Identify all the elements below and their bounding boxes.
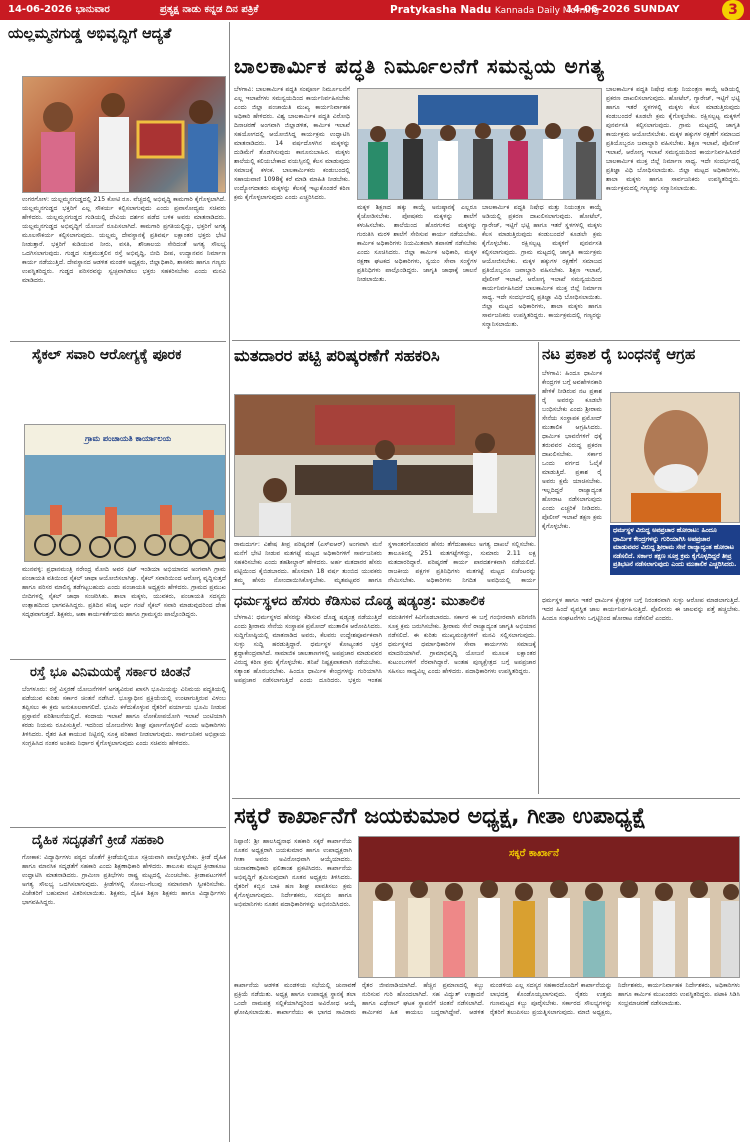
divider bbox=[232, 798, 740, 799]
photo-child-labour bbox=[357, 88, 602, 200]
headline-child-labour: ಬಾಲಕಾರ್ಮಿಕ ಪದ್ಧತಿ ನಿರ್ಮೂಲನೆಗೆ ಸಮನ್ವಯ ಅಗತ್ಯ bbox=[234, 54, 605, 78]
photo-prakash-rai bbox=[610, 392, 740, 523]
photo-sugar-banner: ಸಕ್ಕರೆ ಕಾರ್ಖಾನೆ bbox=[509, 848, 559, 859]
column-divider bbox=[229, 22, 230, 1142]
headline-matadar: ಮತದಾರರ ಪಟ್ಟಿ ಪರಿಷ್ಕರಣೆಗೆ ಸಹಕರಿಸಿ bbox=[234, 346, 440, 365]
headline-sports: ದೈಹಿಕ ಸದೃಢತೆಗೆ ಕ್ರೀಡೆ ಸಹಕಾರಿ bbox=[32, 833, 164, 848]
body-child-labour-right: ಬಾಲಕಾರ್ಮಿಕ ಪದ್ಧತಿ ನಿಷೇಧ ಮತ್ತು ನಿಯಂತ್ರಣ ಕಾಯ್ದೆ ಅಡಿಯಲ್ಲಿ ಪ್ರಕರಣ ದಾಖಲಿಸಲಾಗುವುದು. ಹೋಟೆಲ್, ಗ್ಯಾರೇಜ್, ಇಟ್ಟಿಗೆ ಭಟ್ಟಿ ಹಾಗೂ ಇತರೆ ಸ್ಥಳಗಳಲ್ಲಿ ಮಕ್ಕಳು ಕೆಲಸ ಮಾಡುತ್ತಿರುವುದು ಕಂಡುಬಂದರೆ ಕೂಡಲೇ ಕ್ರಮ ಕೈಗೊಳ್ಳಬೇಕು. ರಕ್ಷಿಸಲ್ಪಟ್ಟ ಮಕ್ಕಳಿಗೆ ಪುನರ್ವಸತಿ ಕಲ್ಪಿಸಲಾಗುವುದು. ಗ್ರಾಮ ಮಟ್ಟದಲ್ಲಿ ಜಾಗೃತಿ ಕಾರ್ಯಕ್ರಮ ಆಯೋಜಿಸಬೇಕು. ಮಕ್ಕಳ ಹಕ್ಕುಗಳ ರಕ್ಷಣೆಗೆ ಸಮಾಜದ ಪ್ರತಿಯೊಬ್ಬರೂ ಜವಾಬ್ದಾರಿ ವಹಿಸಬೇಕು. ಶಿಕ್ಷಣ ಇಲಾಖೆ, ಪೊಲೀಸ್ ಇಲಾಖೆ, ಆರೋಗ್ಯ ಇಲಾಖೆ ಸಮನ್ವಯದಿಂದ ಕಾರ್ಯನಿರ್ವಹಿಸಿದರೆ ಬಾಲಕಾರ್ಮಿಕ ಮುಕ್ತ ಜಿಲ್ಲೆ ನಿರ್ಮಾಣ ಸಾಧ್ಯ. ಇದೇ ಸಂದರ್ಭದಲ್ಲಿ ಪ್ರತಿಜ್ಞಾ ವಿಧಿ ಬೋಧಿಸಲಾಯಿತು. ಜಿಲ್ಲಾ ಮಟ್ಟದ ಅಧಿಕಾರಿಗಳು, ಶಾಲಾ ಮಕ್ಕಳು ಹಾಗೂ ಸಾರ್ವಜನಿಕರು ಉಪಸ್ಥಿತರಿದ್ದರು. ಕಾರ್ಯಕ್ರಮದಲ್ಲಿ ಗಣ್ಯರನ್ನು ಸನ್ಮಾನಿಸಲಾಯಿತು. bbox=[606, 86, 740, 192]
tagline: ಪ್ರತ್ಯಕ್ಷ ನಾಡು ಕನ್ನಡ ದಿನ ಪತ್ರಿಕೆ bbox=[160, 4, 259, 15]
date-left: 14-06-2026 ಭಾನುವಾರ bbox=[8, 4, 110, 15]
divider bbox=[10, 827, 226, 828]
headline-yallammanagudda: ಯಲ್ಲಮ್ಮನಗುಡ್ಡ ಅಭಿವೃದ್ಧಿಗೆ ಆದ್ಯತೆ bbox=[8, 26, 172, 42]
divider bbox=[232, 589, 538, 590]
headline-prakash-rai: ನಟ ಪ್ರಕಾಶ ರೈ ಬಂಧನಕ್ಕೆ ಆಗ್ರಹ bbox=[542, 345, 696, 363]
paper-title-en: Pratykasha Nadu bbox=[390, 4, 492, 16]
body-yallammanagudda: ಉಗರಗೋಳ: ಯಲ್ಲಮ್ಮನಗುಡ್ಡದಲ್ಲಿ 215 ಕೋಟಿ ರೂ. ವೆಚ್ಚದಲ್ಲಿ ಅಭಿವೃದ್ಧಿ ಕಾಮಗಾರಿ ಕೈಗೊಳ್ಳಲಾಗಿದೆ. ಯಲ್ಲಮ್ಮನಗುಡ್ಡದ ಭಕ್ತರಿಗೆ ಎಲ್ಲ ಸೌಕರ್ಯ ಕಲ್ಪಿಸಲಾಗುವುದು ಎಂದು ಪ್ರವಾಸೋದ್ಯಮ ಸಚಿವರು ಹೇಳಿದರು. ಯಲ್ಲಮ್ಮನಗುಡ್ಡದ ಗುಡಿಯಲ್ಲಿ ದೇವಿಯ ದರ್ಶನ ಪಡೆದ ಬಳಿಕ ಅವರು ಮಾತನಾಡಿದರು. ಯಲ್ಲಮ್ಮನಗುಡ್ಡದ ಅಭಿವೃದ್ಧಿಗೆ ಯೋಜನೆ ರೂಪಿಸಲಾಗಿದೆ. ಕಾಮಗಾರಿ ಪ್ರಗತಿಯಲ್ಲಿದ್ದು, ಭಕ್ತರಿಗೆ ಅಗತ್ಯ ಮೂಲಸೌಕರ್ಯ ಕಲ್ಪಿಸಲಾಗುವುದು. ಯಲ್ಲಮ್ಮ ದೇವಸ್ಥಾನಕ್ಕೆ ಪ್ರತಿವರ್ಷ ಲಕ್ಷಾಂತರ ಭಕ್ತರು ಭೇಟಿ ನೀಡುತ್ತಾರೆ. ಭಕ್ತರಿಗೆ ಕುಡಿಯುವ ನೀರು, ವಸತಿ, ಶೌಚಾಲಯ ಸೇರಿದಂತೆ ಅಗತ್ಯ ಸೌಲಭ್ಯ ಒದಗಿಸಲಾಗುವುದು. ಗುಡ್ಡದ ಸುತ್ತಮುತ್ತಲಿನ ರಸ್ತೆ ಅಭಿವೃದ್ಧಿ, ಬೀದಿ ದೀಪ, ಉದ್ಯಾನವನ ನಿರ್ಮಾಣ ಕಾರ್ಯ ನಡೆಯುತ್ತಿದೆ. ದೇವಸ್ಥಾನದ ಆಡಳಿತ ಮಂಡಳಿ ಅಧ್ಯಕ್ಷರು, ಜಿಲ್ಲಾಧಿಕಾರಿ, ಶಾಸಕರು ಹಾಗೂ ಗಣ್ಯರು ಉಪಸ್ಥಿತರಿದ್ದರು. ಗುಡ್ಡದ ಪರಿಸರವನ್ನು ಸ್ವಚ್ಛವಾಗಿಡಲು ಭಕ್ತರು ಸಹಕರಿಸಬೇಕು ಎಂದು ಮನವಿ ಮಾಡಿದರು. bbox=[22, 196, 226, 284]
photo-sugar-factory bbox=[358, 836, 740, 978]
body-child-labour-mid: ಮಕ್ಕಳ ಶಿಕ್ಷಣದ ಹಕ್ಕು ಕಾಯ್ದೆ ಅನುಷ್ಠಾನಕ್ಕೆ ಎಲ್ಲರೂ ಕೈಜೋಡಿಸಬೇಕು. ಪೋಷಕರು ಮಕ್ಕಳನ್ನು ಶಾಲೆಗೆ ಕಳುಹಿಸಬೇಕು. ಶಾಲೆಯಿಂದ ಹೊರಗುಳಿದ ಮಕ್ಕಳನ್ನು ಗುರುತಿಸಿ ಮರಳಿ ಶಾಲೆಗೆ ಸೇರಿಸುವ ಕಾರ್ಯ ನಡೆಯಬೇಕು. ಕಾರ್ಮಿಕ ಅಧಿಕಾರಿಗಳು ನಿಯಮಿತವಾಗಿ ತಪಾಸಣೆ ನಡೆಸಬೇಕು ಎಂದು ಸೂಚಿಸಿದರು. ಜಿಲ್ಲಾ ಕಾರ್ಮಿಕ ಅಧಿಕಾರಿ, ಮಕ್ಕಳ ರಕ್ಷಣಾ ಘಟಕದ ಅಧಿಕಾರಿಗಳು, ಸ್ವಯಂ ಸೇವಾ ಸಂಸ್ಥೆಗಳ ಪ್ರತಿನಿಧಿಗಳು ಪಾಲ್ಗೊಂಡಿದ್ದರು. ಜಾಗೃತಿ ಜಾಥಾಕ್ಕೆ ಚಾಲನೆ ನೀಡಲಾಯಿತು. bbox=[357, 204, 477, 283]
headline-cycle: ಸೈಕಲ್ ಸವಾರಿ ಆರೋಗ್ಯಕ್ಕೆ ಪೂರಕ bbox=[32, 347, 182, 363]
body-land: ಬೆಂಗಳೂರು: ರಸ್ತೆ ವಿಸ್ತರಣೆ ಯೋಜನೆಗಳಿಗೆ ಅಗತ್ಯವಿರುವ ಖಾಸಗಿ ಭೂಮಿಯನ್ನು ವಿನಿಮಯ ಪದ್ಧತಿಯಲ್ಲಿ ಪಡೆಯುವ ಕುರಿತು ಸರ್ಕಾರ ಚಿಂತನೆ ನಡೆಸಿದೆ. ಭೂಸ್ವಾಧೀನ ಪ್ರಕ್ರಿಯೆಯಲ್ಲಿ ಉಂಟಾಗುತ್ತಿರುವ ವಿಳಂಬ ತಪ್ಪಿಸಲು ಈ ಕ್ರಮ ಅನುಕೂಲವಾಗಲಿದೆ. ಭೂಮಿ ಕಳೆದುಕೊಳ್ಳುವ ರೈತರಿಗೆ ಪರ್ಯಾಯ ಭೂಮಿ ನೀಡುವ ಪ್ರಸ್ತಾವನೆ ಪರಿಶೀಲನೆಯಲ್ಲಿದೆ. ಕಂದಾಯ ಇಲಾಖೆ ಹಾಗೂ ಲೋಕೋಪಯೋಗಿ ಇಲಾಖೆ ಜಂಟಿಯಾಗಿ ಕರಡು ನಿಯಮ ರೂಪಿಸುತ್ತಿವೆ. ಇದರಿಂದ ಯೋಜನೆಗಳು ಶೀಘ್ರ ಪೂರ್ಣಗೊಳ್ಳಲಿವೆ ಎಂದು ಅಧಿಕಾರಿಗಳು ತಿಳಿಸಿದರು. ರೈತರ ಹಿತ ಕಾಯುವ ನಿಟ್ಟಿನಲ್ಲಿ ಸೂಕ್ತ ಪರಿಹಾರ ನೀಡಲಾಗುವುದು. ಸಾರ್ವಜನಿಕರ ಅಭಿಪ್ರಾಯ ಸಂಗ್ರಹಿಸಿದ ನಂತರ ಅಂತಿಮ ನಿರ್ಧಾರ ಕೈಗೊಳ್ಳಲಾಗುವುದು ಎಂದು ಸಚಿವರು ಹೇಳಿದರು. bbox=[22, 686, 226, 747]
headline-sugar-factory: ಸಕ್ಕರೆ ಕಾರ್ಖಾನೆಗೆ ಜಯಕುಮಾರ ಅಧ್ಯಕ್ಷ, ಗೀತಾ ಉಪಾಧ್ಯಕ್ಷೆ bbox=[234, 804, 647, 829]
divider bbox=[232, 340, 740, 341]
body-prakash-rai: ಬೆಳಗಾವಿ: ಹಿಂದೂ ಧಾರ್ಮಿಕ ಕೇಂದ್ರಗಳ ಬಗ್ಗೆ ಅವಹೇಳನಕಾರಿ ಹೇಳಿಕೆ ನೀಡಿರುವ ನಟ ಪ್ರಕಾಶ ರೈ ಅವರನ್ನು ಕೂಡಲೇ ಬಂಧಿಸಬೇಕು ಎಂದು ಶ್ರೀರಾಮ ಸೇನೆಯ ಸಂಸ್ಥಾಪಕ ಪ್ರಮೋದ್ ಮುತಾಲಿಕ ಆಗ್ರಹಿಸಿದರು. ಧಾರ್ಮಿಕ ಭಾವನೆಗಳಿಗೆ ಧಕ್ಕೆ ತರುವವರ ವಿರುದ್ಧ ಪ್ರಕರಣ ದಾಖಲಿಸಬೇಕು. ಸರ್ಕಾರ ಒಂದು ವರ್ಗದ ಓಲೈಕೆ ಮಾಡುತ್ತಿದೆ. ಪ್ರಕಾಶ ರೈ ಅವರು ಕ್ಷಮೆ ಯಾಚಿಸಬೇಕು. ಇಲ್ಲದಿದ್ದರೆ ರಾಜ್ಯಾದ್ಯಂತ ಹೋರಾಟ ನಡೆಸಲಾಗುವುದು ಎಂದು ಎಚ್ಚರಿಕೆ ನೀಡಿದರು. ಪೊಲೀಸ್ ಇಲಾಖೆ ತಕ್ಷಣ ಕ್ರಮ ಕೈಗೊಳ್ಳಬೇಕು. bbox=[542, 370, 602, 530]
column-divider bbox=[538, 342, 539, 794]
photo-yallammanagudda bbox=[22, 76, 226, 193]
headline-dharmasthala: ಧರ್ಮಸ್ಥಳದ ಹೆಸರು ಕೆಡಿಸುವ ದೊಡ್ಡ ಷಡ್ಯಂತ್ರ: ಮುತಾಲಿಕ bbox=[234, 593, 485, 609]
photo-cycle-scene bbox=[25, 425, 226, 562]
body-child-labour-left: ಬೆಳಗಾವಿ: ಬಾಲಕಾರ್ಮಿಕ ಪದ್ಧತಿ ಸಂಪೂರ್ಣ ನಿರ್ಮೂಲನೆಗೆ ಎಲ್ಲ ಇಲಾಖೆಗಳು ಸಮನ್ವಯದಿಂದ ಕಾರ್ಯನಿರ್ವಹಿಸಬೇಕು ಎಂದು ಜಿಲ್ಲಾ ಪಂಚಾಯಿತಿ ಮುಖ್ಯ ಕಾರ್ಯನಿರ್ವಾಹಕ ಅಧಿಕಾರಿ ಹೇಳಿದರು. ವಿಶ್ವ ಬಾಲಕಾರ್ಮಿಕ ಪದ್ಧತಿ ವಿರೋಧಿ ದಿನಾಚರಣೆ ಅಂಗವಾಗಿ ಜಿಲ್ಲಾಡಳಿತ, ಕಾರ್ಮಿಕ ಇಲಾಖೆ ಸಹಯೋಗದಲ್ಲಿ ಆಯೋಜಿಸಿದ್ದ ಕಾರ್ಯಕ್ರಮ ಉದ್ಘಾಟಿಸಿ ಮಾತನಾಡಿದರು. 14 ವರ್ಷದೊಳಗಿನ ಮಕ್ಕಳನ್ನು ದುಡಿಮೆಗೆ ತೊಡಗಿಸುವುದು ಕಾನೂನುಬಾಹಿರ. ಮಕ್ಕಳು ಶಾಲೆಯಲ್ಲಿ ಕಲಿಯಬೇಕಾದ ವಯಸ್ಸಿನಲ್ಲಿ ಕೆಲಸ ಮಾಡುವುದು ಸಮಾಜಕ್ಕೆ ಕಳಂಕ. ಬಾಲಕಾರ್ಮಿಕರು ಕಂಡುಬಂದಲ್ಲಿ ಸಹಾಯವಾಣಿ 1098ಕ್ಕೆ ಕರೆ ಮಾಡಿ ಮಾಹಿತಿ ನೀಡಬೇಕು. ಉದ್ಯೋಗದಾತರು ಮಕ್ಕಳನ್ನು ಕೆಲಸಕ್ಕೆ ಇಟ್ಟುಕೊಂಡರೆ ಕಠಿಣ ಕ್ರಮ ಕೈಗೊಳ್ಳಲಾಗುವುದು ಎಂದು ಎಚ್ಚರಿಸಿದರು. bbox=[234, 86, 350, 201]
masthead-bar bbox=[0, 0, 750, 20]
paper-title-sub: Kannada Daily Morning bbox=[494, 6, 600, 16]
divider bbox=[10, 341, 226, 342]
photo-matadar bbox=[234, 394, 536, 537]
body-sugar-factory-bottom: ಕಾರ್ಖಾನೆಯ ಆಡಳಿತ ಮಂಡಳಿಯ ಸಭೆಯಲ್ಲಿ ಚುನಾವಣೆ ಪ್ರಕ್ರಿಯೆ ನಡೆಯಿತು. ಅಧ್ಯಕ್ಷ ಹಾಗೂ ಉಪಾಧ್ಯಕ್ಷ ಸ್ಥಾನಕ್ಕೆ ತಲಾ ಒಂದೇ ನಾಮಪತ್ರ ಸಲ್ಲಿಕೆಯಾಗಿದ್ದರಿಂದ ಅವಿರೋಧ ಆಯ್ಕೆ ಘೋಷಿಸಲಾಯಿತು. ಕಾರ್ಖಾನೆಯು ಈ ಭಾಗದ ಸಾವಿರಾರು ರೈತರ ಜೀವನಾಡಿಯಾಗಿದೆ. ಹೆಚ್ಚಿನ ಪ್ರಮಾಣದಲ್ಲಿ ಕಬ್ಬು ನುರಿಸುವ ಗುರಿ ಹೊಂದಲಾಗಿದೆ. ಸಹ ವಿದ್ಯುತ್ ಉತ್ಪಾದನೆ ಹಾಗೂ ಎಥೆನಾಲ್ ಘಟಕ ಸ್ಥಾಪನೆಗೆ ಚಿಂತನೆ ನಡೆಸಲಾಗಿದೆ. ಕಾರ್ಮಿಕರ ಹಿತ ಕಾಯಲು ಬದ್ಧರಾಗಿದ್ದೇವೆ. ಆಡಳಿತ ಮಂಡಳಿಯ ಎಲ್ಲ ಸದಸ್ಯರ ಸಹಕಾರದೊಂದಿಗೆ ಕಾರ್ಖಾನೆಯನ್ನು ಲಾಭದತ್ತ ಕೊಂಡೊಯ್ಯಲಾಗುವುದು. ರೈತರು ಉತ್ತಮ ಗುಣಮಟ್ಟದ ಕಬ್ಬು ಪೂರೈಸಬೇಕು. ಸರ್ಕಾರದ ಸೌಲಭ್ಯಗಳನ್ನು ರೈತರಿಗೆ ತಲುಪಿಸಲು ಪ್ರಯತ್ನಿಸಲಾಗುವುದು. ಮಾಜಿ ಅಧ್ಯಕ್ಷರು, ನಿರ್ದೇಶಕರು, ಕಾರ್ಯನಿರ್ವಾಹಕ ನಿರ್ದೇಶಕರು, ಅಧಿಕಾರಿಗಳು ಹಾಗೂ ಕಾರ್ಮಿಕ ಮುಖಂಡರು ಉಪಸ್ಥಿತರಿದ್ದರು. ಪಟಾಕಿ ಸಿಡಿಸಿ ಸಂಭ್ರಮಾಚರಣೆ ನಡೆಸಲಾಯಿತು. bbox=[234, 982, 740, 1016]
photo-cycle bbox=[24, 424, 226, 562]
photo-matadar-scene bbox=[235, 395, 536, 537]
page-number: 3 bbox=[722, 0, 744, 20]
divider bbox=[10, 659, 226, 660]
body-sports: ಗೋಕಾಕ: ವಿದ್ಯಾರ್ಥಿಗಳು ಪಠ್ಯದ ಜೊತೆಗೆ ಕ್ರೀಡೆಯಲ್ಲಿಯೂ ಸಕ್ರಿಯವಾಗಿ ಪಾಲ್ಗೊಳ್ಳಬೇಕು. ಕ್ರೀಡೆ ದೈಹಿಕ ಹಾಗೂ ಮಾನಸಿಕ ಸದೃಢತೆಗೆ ಸಹಕಾರಿ ಎಂದು ಶಿಕ್ಷಣಾಧಿಕಾರಿ ಹೇಳಿದರು. ತಾಲೂಕು ಮಟ್ಟದ ಕ್ರೀಡಾಕೂಟ ಉದ್ಘಾಟಿಸಿ ಮಾತನಾಡಿದರು. ಗ್ರಾಮೀಣ ಪ್ರತಿಭೆಗಳು ರಾಷ್ಟ್ರ ಮಟ್ಟದಲ್ಲಿ ಮಿಂಚಬೇಕು. ಕ್ರೀಡಾಪಟುಗಳಿಗೆ ಅಗತ್ಯ ಸೌಲಭ್ಯ ಒದಗಿಸಲಾಗುವುದು. ಕ್ರೀಡೆಗಳಲ್ಲಿ ಸೋಲು-ಗೆಲುವು ಸಮಾನವಾಗಿ ಸ್ವೀಕರಿಸಬೇಕು. ವಿಜೇತರಿಗೆ ಬಹುಮಾನ ವಿತರಿಸಲಾಯಿತು. ಶಿಕ್ಷಕರು, ದೈಹಿಕ ಶಿಕ್ಷಣ ಶಿಕ್ಷಕರು ಹಾಗೂ ವಿದ್ಯಾರ್ಥಿಗಳು ಭಾಗವಹಿಸಿದ್ದರು. bbox=[22, 854, 226, 906]
body-cycle: ಮುನವಳ್ಳಿ: ಪ್ರಧಾನಮಂತ್ರಿ ನರೇಂದ್ರ ಮೋದಿ ಅವರ ಫಿಟ್ ಇಂಡಿಯಾ ಅಭಿಯಾನದ ಅಂಗವಾಗಿ ಗ್ರಾಮ ಪಂಚಾಯತಿ ವತಿಯಿಂದ ಸೈಕಲ್ ಜಾಥಾ ಆಯೋಜಿಸಲಾಗಿತ್ತು. ಸೈಕಲ್ ಸವಾರಿಯಿಂದ ಆರೋಗ್ಯ ವೃದ್ಧಿಸುತ್ತದೆ ಹಾಗೂ ಪರಿಸರ ಮಾಲಿನ್ಯ ತಡೆಗಟ್ಟಬಹುದು ಎಂದು ಪಂಚಾಯತಿ ಅಧ್ಯಕ್ಷರು ಹೇಳಿದರು. ಗ್ರಾಮದ ಪ್ರಮುಖ ಬೀದಿಗಳಲ್ಲಿ ಸೈಕಲ್ ಜಾಥಾ ಸಂಚರಿಸಿತು. ಶಾಲಾ ಮಕ್ಕಳು, ಯುವಕರು, ಪಂಚಾಯತಿ ಸದಸ್ಯರು ಉತ್ಸಾಹದಿಂದ ಭಾಗವಹಿಸಿದ್ದರು. ಪ್ರತಿದಿನ ಕನಿಷ್ಠ ಅರ್ಧ ಗಂಟೆ ಸೈಕಲ್ ಸವಾರಿ ಮಾಡುವುದರಿಂದ ದೇಹ ಸದೃಢವಾಗುತ್ತದೆ. ಶಿಕ್ಷಕರು, ಆಶಾ ಕಾರ್ಯಕರ್ತೆಯರು ಹಾಗೂ ಗ್ರಾಮಸ್ಥರು ಪಾಲ್ಗೊಂಡಿದ್ದರು. bbox=[22, 566, 226, 618]
body-dharmasthala: ಬೆಳಗಾವಿ: ಧರ್ಮಸ್ಥಳದ ಹೆಸರನ್ನು ಕೆಡಿಸುವ ದೊಡ್ಡ ಷಡ್ಯಂತ್ರ ನಡೆಯುತ್ತಿದೆ ಎಂದು ಶ್ರೀರಾಮ ಸೇನೆಯ ಸಂಸ್ಥಾಪಕ ಪ್ರಮೋದ್ ಮುತಾಲಿಕ ಆರೋಪಿಸಿದರು. ಸುದ್ದಿಗೋಷ್ಠಿಯಲ್ಲಿ ಮಾತನಾಡಿದ ಅವರು, ಕೆಲವರು ಉದ್ದೇಶಪೂರ್ವಕವಾಗಿ ಸುಳ್ಳು ಸುದ್ದಿ ಹರಡುತ್ತಿದ್ದಾರೆ. ಧರ್ಮಸ್ಥಳ ಕೋಟ್ಯಂತರ ಭಕ್ತರ ಶ್ರದ್ಧಾಕೇಂದ್ರವಾಗಿದೆ. ಸಾಮಾಜಿಕ ಜಾಲತಾಣಗಳಲ್ಲಿ ಅಪಪ್ರಚಾರ ಮಾಡುವವರ ವಿರುದ್ಧ ಕಠಿಣ ಕ್ರಮ ಕೈಗೊಳ್ಳಬೇಕು. ತನಿಖೆ ನಿಷ್ಪಕ್ಷಪಾತವಾಗಿ ನಡೆಯಬೇಕು. ಸತ್ಯಾಂಶ ಹೊರಬರಬೇಕು. ಹಿಂದೂ ಧಾರ್ಮಿಕ ಕೇಂದ್ರಗಳನ್ನು ಗುರಿಯಾಗಿಸಿ ಅಪಪ್ರಚಾರ ನಡೆಸಲಾಗುತ್ತಿದೆ ಎಂದು ದೂರಿದರು. ಭಕ್ತರು ಇಂತಹ ವದಂತಿಗಳಿಗೆ ಕಿವಿಗೊಡಬಾರದು. ಸರ್ಕಾರ ಈ ಬಗ್ಗೆ ಗಂಭೀರವಾಗಿ ಪರಿಗಣಿಸಿ ಸೂಕ್ತ ಕ್ರಮ ಜರುಗಿಸಬೇಕು. ಶ್ರೀರಾಮ ಸೇನೆ ರಾಜ್ಯಾದ್ಯಂತ ಜಾಗೃತಿ ಅಭಿಯಾನ ನಡೆಸಲಿದೆ. ಈ ಕುರಿತು ಮುಖ್ಯಮಂತ್ರಿಗಳಿಗೆ ಮನವಿ ಸಲ್ಲಿಸಲಾಗುವುದು. ಧರ್ಮಸ್ಥಳದ ಧರ್ಮಾಧಿಕಾರಿಗಳ ಸೇವಾ ಕಾರ್ಯಗಳು ಸಮಾಜಕ್ಕೆ ಮಾದರಿಯಾಗಿವೆ. ಗ್ರಾಮಾಭಿವೃದ್ಧಿ ಯೋಜನೆ ಮೂಲಕ ಲಕ್ಷಾಂತರ ಕುಟುಂಬಗಳಿಗೆ ನೆರವಾಗಿದ್ದಾರೆ. ಅಂತಹ ಪುಣ್ಯಕ್ಷೇತ್ರದ ಬಗ್ಗೆ ಅಪಪ್ರಚಾರ ಸಹಿಸಲು ಸಾಧ್ಯವಿಲ್ಲ ಎಂದು ಹೇಳಿದರು. ಪದಾಧಿಕಾರಿಗಳು ಉಪಸ್ಥಿತರಿದ್ದರು. bbox=[234, 614, 536, 684]
body-prakash-rai-2: ಧರ್ಮಸ್ಥಳ ಹಾಗೂ ಇತರೆ ಧಾರ್ಮಿಕ ಕ್ಷೇತ್ರಗಳ ಬಗ್ಗೆ ನಿರಂತರವಾಗಿ ಸುಳ್ಳು ಆರೋಪ ಮಾಡಲಾಗುತ್ತಿದೆ. ಇದರ ಹಿಂದೆ ವ್ಯವಸ್ಥಿತ ಜಾಲ ಕಾರ್ಯನಿರ್ವಹಿಸುತ್ತಿದೆ. ಪೊಲೀಸರು ಈ ಜಾಲವನ್ನು ಪತ್ತೆ ಹಚ್ಚಬೇಕು. ಹಿಂದೂ ಸಂಘಟನೆಗಳು ಒಗ್ಗಟ್ಟಿನಿಂದ ಹೋರಾಟ ನಡೆಸಲಿವೆ ಎಂದರು. bbox=[542, 597, 740, 622]
body-matadar: ರಾಮದುರ್ಗ: ವಿಶೇಷ ತೀವ್ರ ಪರಿಷ್ಕರಣೆ (ಎಸ್ಐಆರ್) ಅಂಗವಾಗಿ ಮನೆ ಮನೆಗೆ ಭೇಟಿ ನೀಡುವ ಮತಗಟ್ಟೆ ಮಟ್ಟದ ಅಧಿಕಾರಿಗಳಿಗೆ ಸಾರ್ವಜನಿಕರು ಸಹಕರಿಸಬೇಕು ಎಂದು ತಹಶೀಲ್ದಾರ್ ಹೇಳಿದರು. ಅರ್ಹ ಮತದಾರರ ಹೆಸರು ಪಟ್ಟಿಯಿಂದ ಕೈಬಿಡಬಾರದು. ಹೊಸದಾಗಿ 18 ವರ್ಷ ತುಂಬಿದ ಯುವಕರು ತಮ್ಮ ಹೆಸರು ನೋಂದಾಯಿಸಿಕೊಳ್ಳಬೇಕು. ಮೃತಪಟ್ಟವರ ಹಾಗೂ ಸ್ಥಳಾಂತರಗೊಂಡವರ ಹೆಸರು ತೆಗೆದುಹಾಕಲು ಅಗತ್ಯ ದಾಖಲೆ ಸಲ್ಲಿಸಬೇಕು. ತಾಲೂಕಿನಲ್ಲಿ 251 ಮತಗಟ್ಟೆಗಳಿದ್ದು, ಸುಮಾರು 2.11 ಲಕ್ಷ ಮತದಾರರಿದ್ದಾರೆ. ಪರಿಷ್ಕರಣೆ ಕಾರ್ಯ ಪಾರದರ್ಶಕವಾಗಿ ನಡೆಯಲಿದೆ. ರಾಜಕೀಯ ಪಕ್ಷಗಳ ಪ್ರತಿನಿಧಿಗಳು ಮತಗಟ್ಟೆ ಮಟ್ಟದ ಏಜೆಂಟರನ್ನು ನೇಮಿಸಬೇಕು. ಅಧಿಕಾರಿಗಳು ನಿಗದಿತ ಅವಧಿಯಲ್ಲಿ ಕಾರ್ಯ bbox=[234, 541, 536, 584]
photo-yallammanagudda-scene bbox=[23, 77, 226, 193]
callout-prakash-rai: ಧರ್ಮಸ್ಥಳ ವಿರುದ್ಧ ಅಪಪ್ರಚಾರ ಹೋರಾಟ: ಹಿಂದೂ ಧಾರ್ಮಿಕ ಕೇಂದ್ರಗಳನ್ನು ಗುರಿಯಾಗಿಸಿ ಅಪಪ್ರಚಾರ ಮಾಡುವವರ ವಿರುದ್ಧ ಶ್ರೀರಾಮ ಸೇನೆ ರಾಜ್ಯಾದ್ಯಂತ ಹೋರಾಟ ನಡೆಸಲಿದೆ. ಸರ್ಕಾರ ತಕ್ಷಣ ಸೂಕ್ತ ಕ್ರಮ ಕೈಗೊಳ್ಳದಿದ್ದರೆ ತೀವ್ರ ಪ್ರತಿಭಟನೆ ನಡೆಸಲಾಗುವುದು ಎಂದು ಮುತಾಲಿಕ ಎಚ್ಚರಿಸಿದರು. bbox=[610, 525, 740, 575]
body-child-labour-mid2: ಬಾಲಕಾರ್ಮಿಕ ಪದ್ಧತಿ ನಿಷೇಧ ಮತ್ತು ನಿಯಂತ್ರಣ ಕಾಯ್ದೆ ಅಡಿಯಲ್ಲಿ ಪ್ರಕರಣ ದಾಖಲಿಸಲಾಗುವುದು. ಹೋಟೆಲ್, ಗ್ಯಾರೇಜ್, ಇಟ್ಟಿಗೆ ಭಟ್ಟಿ ಹಾಗೂ ಇತರೆ ಸ್ಥಳಗಳಲ್ಲಿ ಮಕ್ಕಳು ಕೆಲಸ ಮಾಡುತ್ತಿರುವುದು ಕಂಡುಬಂದರೆ ಕೂಡಲೇ ಕ್ರಮ ಕೈಗೊಳ್ಳಬೇಕು. ರಕ್ಷಿಸಲ್ಪಟ್ಟ ಮಕ್ಕಳಿಗೆ ಪುನರ್ವಸತಿ ಕಲ್ಪಿಸಲಾಗುವುದು. ಗ್ರಾಮ ಮಟ್ಟದಲ್ಲಿ ಜಾಗೃತಿ ಕಾರ್ಯಕ್ರಮ ಆಯೋಜಿಸಬೇಕು. ಮಕ್ಕಳ ಹಕ್ಕುಗಳ ರಕ್ಷಣೆಗೆ ಸಮಾಜದ ಪ್ರತಿಯೊಬ್ಬರೂ ಜವಾಬ್ದಾರಿ ವಹಿಸಬೇಕು. ಶಿಕ್ಷಣ ಇಲಾಖೆ, ಪೊಲೀಸ್ ಇಲಾಖೆ, ಆರೋಗ್ಯ ಇಲಾಖೆ ಸಮನ್ವಯದಿಂದ ಕಾರ್ಯನಿರ್ವಹಿಸಿದರೆ ಬಾಲಕಾರ್ಮಿಕ ಮುಕ್ತ ಜಿಲ್ಲೆ ನಿರ್ಮಾಣ ಸಾಧ್ಯ. ಇದೇ ಸಂದರ್ಭದಲ್ಲಿ ಪ್ರತಿಜ್ಞಾ ವಿಧಿ ಬೋಧಿಸಲಾಯಿತು. ಜಿಲ್ಲಾ ಮಟ್ಟದ ಅಧಿಕಾರಿಗಳು, ಶಾಲಾ ಮಕ್ಕಳು ಹಾಗೂ ಸಾರ್ವಜನಿಕರು ಉಪಸ್ಥಿತರಿದ್ದರು. ಕಾರ್ಯಕ್ರಮದಲ್ಲಿ ಗಣ್ಯರನ್ನು ಸನ್ಮಾನಿಸಲಾಯಿತು. bbox=[482, 204, 602, 328]
headline-land: ರಸ್ತೆ ಭೂ ವಿನಿಮಯಕ್ಕೆ ಸರ್ಕಾರ ಚಿಂತನೆ bbox=[30, 665, 191, 680]
photo-child-labour-scene bbox=[358, 89, 602, 200]
photo-cycle-banner: ಗ್ರಾಮ ಪಂಚಾಯತಿ ಕಾರ್ಯಾಲಯ bbox=[85, 434, 172, 443]
photo-prakash-rai-scene bbox=[611, 393, 740, 523]
date-right: 14-06-2026 SUNDAY bbox=[566, 4, 680, 15]
body-sugar-factory-top: ನಿಪ್ಪಾಣಿ: ಶ್ರೀ ಹಾಲಸಿದ್ಧನಾಥ ಸಹಕಾರಿ ಸಕ್ಕರೆ ಕಾರ್ಖಾನೆಯ ನೂತನ ಅಧ್ಯಕ್ಷರಾಗಿ ಜಯಕುಮಾರ ಹಾಗೂ ಉಪಾಧ್ಯಕ್ಷರಾಗಿ ಗೀತಾ ಅವರು ಅವಿರೋಧವಾಗಿ ಆಯ್ಕೆಯಾದರು. ಚುನಾವಣಾಧಿಕಾರಿ ಫಲಿತಾಂಶ ಪ್ರಕಟಿಸಿದರು. ಕಾರ್ಖಾನೆಯ ಅಭಿವೃದ್ಧಿಗೆ ಶ್ರಮಿಸುವುದಾಗಿ ನೂತನ ಅಧ್ಯಕ್ಷರು ತಿಳಿಸಿದರು. ರೈತರಿಗೆ ಕಬ್ಬಿನ ಬಾಕಿ ಹಣ ಶೀಘ್ರ ಪಾವತಿಸಲು ಕ್ರಮ ಕೈಗೊಳ್ಳಲಾಗುವುದು. ನಿರ್ದೇಶಕರು, ಸದಸ್ಯರು ಹಾಗೂ ಅಭಿಮಾನಿಗಳು ನೂತನ ಪದಾಧಿಕಾರಿಗಳನ್ನು ಅಭಿನಂದಿಸಿದರು. bbox=[234, 838, 352, 908]
